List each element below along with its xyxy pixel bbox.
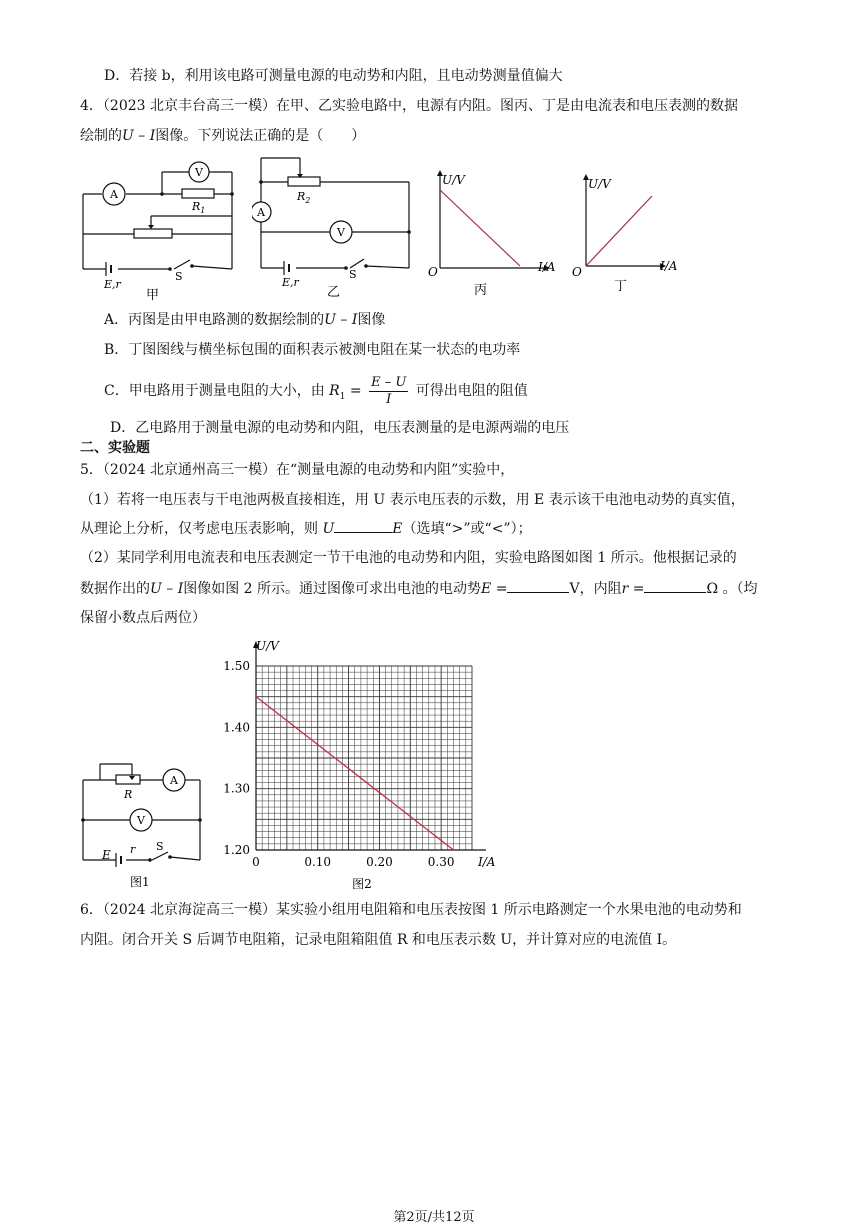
answer-blank[interactable] <box>334 518 392 533</box>
y-tick-label: 1.20 <box>223 843 250 857</box>
q5-stem: 5．（2024 北京通州高三一模）在“测量电源的电动势和内阻”实验中， <box>80 462 515 478</box>
voltmeter-label: V <box>137 814 145 827</box>
bing-origin: O <box>428 265 438 279</box>
r1-label: $R_1$ <box>192 200 206 215</box>
q3-option-d: D．若接 b，利用该电路可测量电源的电动势和内阻，且电动势测量值偏大 <box>104 68 563 84</box>
switch-label: S <box>156 840 164 853</box>
voltmeter-label: V <box>337 226 345 239</box>
chart-x-axis-label: I/A <box>478 855 496 869</box>
emf-label: E,r <box>282 276 299 289</box>
q5-part2-line2: 数据作出的U – I图像如图 2 所示。通过图像可求出电池的电动势E = V，内阻r = Ω 。（均 <box>80 578 758 599</box>
chart-y-axis-label: U/V <box>256 639 279 653</box>
x-tick-label: 0.20 <box>366 855 393 869</box>
small-r-label: r <box>130 843 136 856</box>
emf-label: E,r <box>104 278 121 291</box>
circuit-jia <box>74 156 244 304</box>
ammeter-label: A <box>110 188 118 201</box>
emf-answer-blank[interactable] <box>507 578 569 593</box>
q4-option-a: A．丙图是由甲电路测的数据绘制的U – I图像 <box>104 312 386 328</box>
switch-label: S <box>175 270 183 283</box>
q5-part2-line3: 保留小数点后两位） <box>80 610 206 626</box>
circuit-yi <box>252 150 417 300</box>
fig-yi-caption: 乙 <box>327 285 341 300</box>
e-label: E <box>102 848 111 862</box>
rheostat-icon <box>116 775 140 784</box>
ui-chart-fig2 <box>212 632 512 894</box>
q6-line1: 6．（2024 北京海淀高三一模）某实验小组用电阻箱和电压表按图 1 所示电路测定一个水果电池的电动势和 <box>80 902 742 918</box>
q5-part2-line1: （2）某同学利用电流表和电压表测定一节干电池的电动势和内阻，实验电路图如图 1 所示。他根据记录的 <box>80 550 737 566</box>
y-tick-label: 1.50 <box>223 659 250 673</box>
y-tick-label: 1.30 <box>223 781 250 796</box>
graph-ding <box>568 172 694 297</box>
q5-part1-line2: 从理论上分析，仅考虑电压表影响，则 U E（选填“>”或“<”）； <box>80 518 532 539</box>
bing-graph-line <box>440 190 520 266</box>
switch-label: S <box>349 268 357 281</box>
ding-origin: O <box>572 265 582 279</box>
r-label: R <box>124 788 133 801</box>
r2-label: $R_2$ <box>297 190 311 205</box>
q5-part1-line1: （1）若将一电压表与干电池两极直接相连，用 U 表示电压表的示数，用 E 表示该干电池电动势的真实值， <box>80 492 745 508</box>
fig2-caption: 图2 <box>352 877 372 891</box>
q4-option-c: C．甲电路用于测量电阻的大小，由 $R_1$ = $\frac{E - U}{I}$ 可得出电阻的阻值 <box>104 374 528 407</box>
section-title: 二、实验题 <box>80 440 150 456</box>
q4-stem-line2: 绘制的U – I图像。下列说法正确的是（ ） <box>80 128 366 144</box>
page-footer: 第2页/共12页 <box>393 1210 475 1225</box>
fig-ding-caption: 丁 <box>614 279 628 294</box>
fig1-caption: 图1 <box>130 875 150 889</box>
circuit-fig1 <box>74 756 206 892</box>
x-tick-label: 0 <box>252 855 260 869</box>
chart-grid <box>256 666 472 850</box>
resistance-answer-blank[interactable] <box>644 578 706 593</box>
fig-bing-caption: 丙 <box>474 283 488 298</box>
q4-option-d: D．乙电路用于测量电源的电动势和内阻，电压表测量的是电源两端的电压 <box>110 420 570 436</box>
q4-option-b: B．丁图图线与横坐标包围的面积表示被测电阻在某一状态的电功率 <box>104 342 521 358</box>
bing-x-label: I/A <box>538 260 556 274</box>
ammeter-label: A <box>170 774 178 787</box>
graph-bing <box>424 168 574 298</box>
resistor-r1-icon <box>182 189 214 198</box>
rheostat-icon <box>134 229 172 238</box>
resistor-r2-icon <box>288 177 320 186</box>
formula-fraction: $\frac{E - U}{I}$ <box>371 374 407 407</box>
x-tick-label: 0.10 <box>304 855 332 869</box>
ammeter-label: A <box>257 206 265 219</box>
ding-y-label: U/V <box>588 177 611 191</box>
y-tick-label: 1.40 <box>223 720 250 735</box>
q6-line2: 内阻。闭合开关 S 后调节电阻箱，记录电阻箱阻值 R 和电压表示数 U，并计算对应的电流值 I。 <box>80 932 677 948</box>
x-tick-label: 0.30 <box>427 855 455 869</box>
ding-graph-line <box>586 196 652 266</box>
fig-jia-caption: 甲 <box>146 288 160 303</box>
ding-x-label: I/A <box>660 259 678 273</box>
voltmeter-label: V <box>195 166 203 179</box>
bing-y-label: U/V <box>442 173 465 187</box>
q4-stem-line1: 4．（2023 北京丰台高三一模）在甲、乙实验电路中，电源有内阻。图丙、丁是由电流表和电压表测的数据 <box>80 98 738 114</box>
